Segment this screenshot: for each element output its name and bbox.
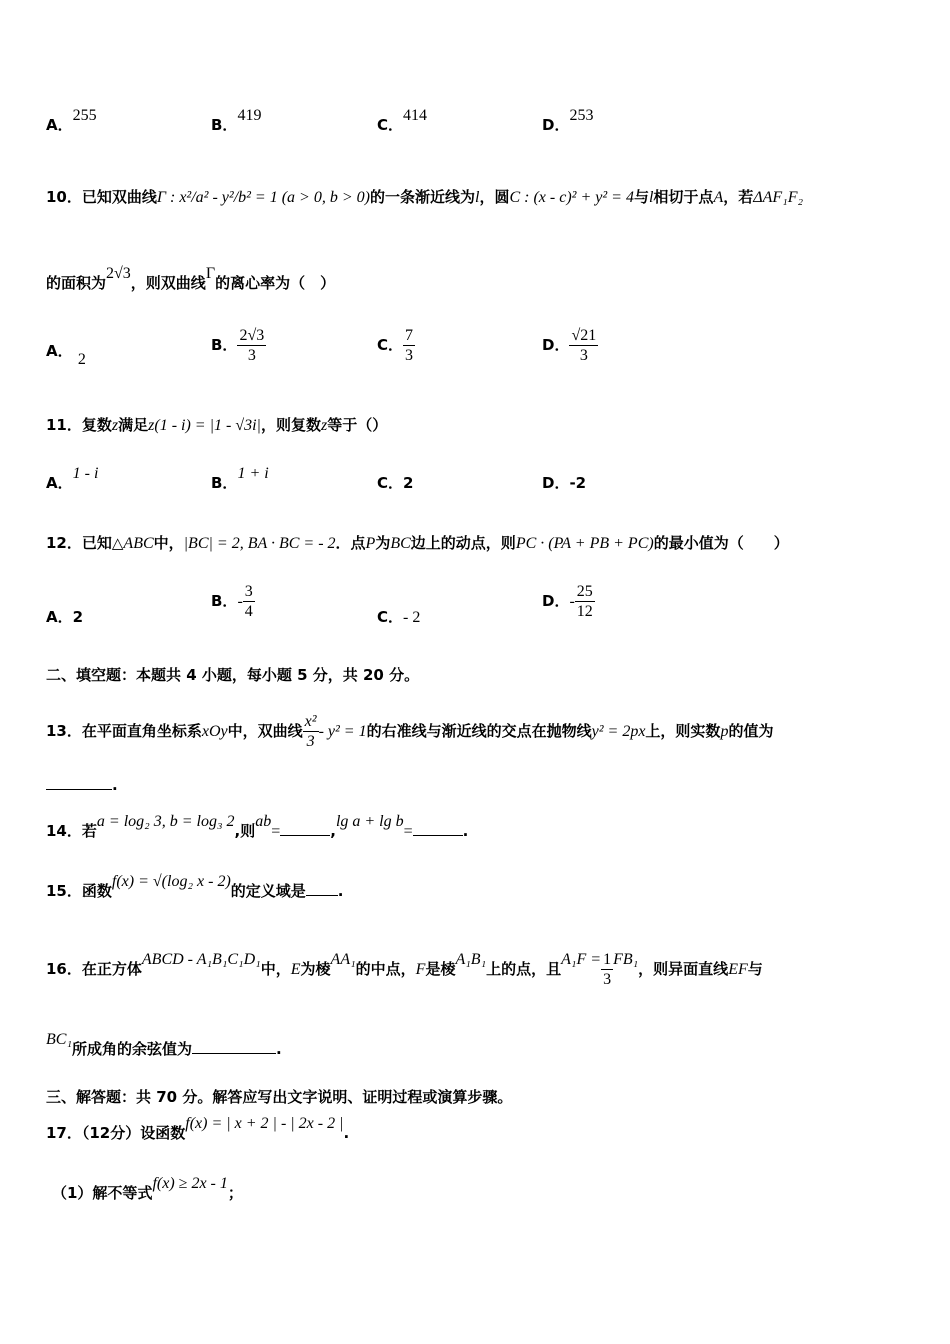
q11-option-a: A．1 - i xyxy=(46,465,99,492)
q12-stem: 12．已知△ABC中，|BC| = 2, BA · BC = - 2．点P为BC边上的动点，则PC · (PA + PB + PC)的最小值为（ ） xyxy=(46,534,789,552)
q12-option-b: B．- $\frac{3}{4}$ xyxy=(211,583,253,620)
q12-option-d: D．- $\frac{25}{12}$ xyxy=(542,583,593,620)
q13-answer-line: . xyxy=(46,774,118,796)
q10-option-b: B． $\frac{2√3}{3}$ xyxy=(211,327,265,364)
q10-stem: 10．已知双曲线Γ : x²/a² - y²/b² = 1 (a > 0, b > 0)的一条渐近线为l，圆C : (x - c)² + y² = 4与l相切于点A，若ΔAF₁F₂ xyxy=(46,188,804,206)
q9-option-a-value: 255 xyxy=(72,107,97,124)
q16-stem: 16．在正方体ABCD - A₁B₁C₁D₁中，E为棱AA₁的中点，F是棱A₁B₁上的点，且A₁F = $\frac{1}{3}$ FB₁，则异面直线EF与 xyxy=(46,951,763,988)
q10-option-a: A． 2 xyxy=(46,342,86,368)
q17-stem: 17．（12分）设函数f(x) = | x + 2 | - | 2x - 2 |. xyxy=(46,1115,350,1142)
q13-stem: 13．在平面直角坐标系xOy中，双曲线 $\frac{\text{x²}}{3}$ - y² = 1的右准线与渐近线的交点在抛物线y² = 2px上，则实数p的值为 xyxy=(46,713,774,750)
q10-option-c: C． $\frac{7}{3}$ xyxy=(377,327,414,364)
q17-function: f(x) = | x + 2 | - | 2x - 2 | xyxy=(185,1115,344,1132)
q9-option-b: B．419 xyxy=(211,107,262,134)
q14-answer-blank-2[interactable] xyxy=(413,821,463,836)
q11-stem: 11．复数z满足z(1 - i) = |1 - √3i|，则复数z等于（） xyxy=(46,416,388,434)
q17-part-1: （1）解不等式f(x) ≥ 2x - 1； xyxy=(52,1175,243,1202)
q16-answer-blank[interactable] xyxy=(192,1039,276,1054)
q12-condition: |BC| = 2, BA · BC = - 2 xyxy=(183,535,336,552)
q15-stem: 15．函数f(x) = √(log₂ x - 2)的定义域是 . xyxy=(46,873,344,900)
q12-option-a: A．2 xyxy=(46,608,84,626)
q9-option-b-value: 419 xyxy=(237,107,262,124)
q11-equation: z(1 - i) = |1 - √3i| xyxy=(148,417,261,434)
q14-stem: 14．若a = log₂ 3, b = log₃ 2,则ab= ,lg a + lg b= . xyxy=(46,813,469,840)
q13-answer-blank[interactable] xyxy=(46,775,112,790)
q11-option-d: D．-2 xyxy=(542,474,587,492)
section-solution-heading: 三、解答题：共 70 分。解答应写出文字说明、证明过程或演算步骤。 xyxy=(46,1088,513,1106)
q12-expression: PC · (PA + PB + PC) xyxy=(515,535,654,552)
q15-answer-blank[interactable] xyxy=(306,881,338,896)
q9-option-d-value: 253 xyxy=(569,107,594,124)
q10-hyperbola-eq: Γ : x²/a² - y²/b² = 1 (a > 0, b > 0) xyxy=(156,189,370,206)
q9-option-c: C．414 xyxy=(377,107,428,134)
section-fill-in-heading: 二、填空题：本题共 4 小题，每小题 5 分，共 20 分。 xyxy=(46,666,420,684)
q10-stem-cont: 的面积为2√3，则双曲线Γ的离心率为（ ） xyxy=(46,265,336,292)
q11-option-c: C．2 xyxy=(377,474,414,492)
q9-option-a: A．255 xyxy=(46,107,97,134)
q15-function: f(x) = √(log₂ x - 2) xyxy=(111,873,231,890)
q16-stem-cont: BC₁所成角的余弦值为 . xyxy=(46,1031,282,1058)
q12-option-c: C．- 2 xyxy=(377,608,421,626)
q9-option-d: D．253 xyxy=(542,107,594,134)
q11-option-b: B．1 + i xyxy=(211,465,269,492)
q14-answer-blank-1[interactable] xyxy=(280,821,330,836)
q10-circle-eq: C : (x - c)² + y² = 4 xyxy=(509,189,634,206)
q9-option-c-value: 414 xyxy=(403,107,428,124)
q10-option-d: D． $\frac{√21}{3}$ xyxy=(542,327,597,364)
